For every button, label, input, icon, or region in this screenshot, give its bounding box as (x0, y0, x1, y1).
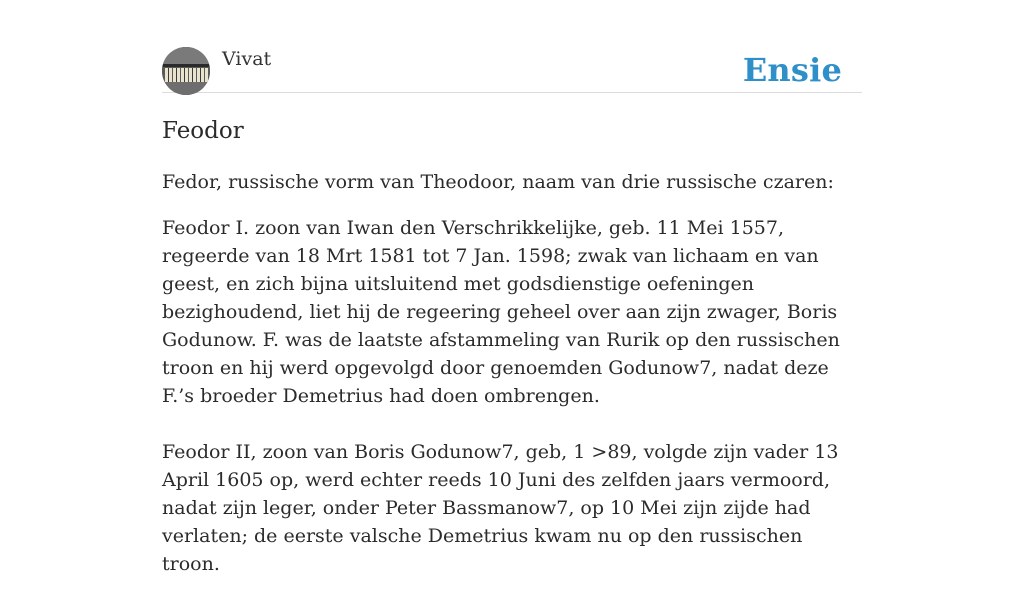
entry-paragraph-feodor-i: Feodor I. zoon van Iwan den Verschrikkelijke, geb. 11 Mei 1557, regeerde van 18 Mrt 1581 tot 7 Jan. 1598; zwak van lichaam en van geest, en zich bijna uitsluitend met godsdienstige oefeningen bezighoudend, liet hij de regeering geheel over aan zijn zwager, Boris Godunow. F. was de laatste afstammeling van Rurik op den russischen troon en hij werd opgevolgd door genoemden Godunow7, nadat deze F.’s broeder Demetrius had doen ombrengen. (162, 217, 840, 407)
page-title: Feodor (162, 118, 244, 144)
intro-paragraph: Fedor, russische vorm van Theodoor, naam van drie russische czaren: (162, 171, 834, 193)
author-name[interactable]: Vivat (222, 48, 272, 70)
author-avatar[interactable] (162, 47, 210, 95)
bookshelf-icon (162, 47, 210, 95)
site-logo[interactable]: Ensie (742, 51, 842, 89)
article-body (162, 168, 866, 606)
site-header (162, 46, 862, 93)
entry-paragraph-feodor-ii: Feodor II, zoon van Boris Godunow7, geb, 1 >89, volgde zijn vader 13 April 1605 op, werd echter reeds 10 Juni des zelfden jaars vermoord, nadat zijn leger, onder Peter Bassmanow7, op 10 Mei zijn zijde had verlaten; de eerste valsche Demetrius kwam nu op den russischen troon. (162, 441, 839, 575)
